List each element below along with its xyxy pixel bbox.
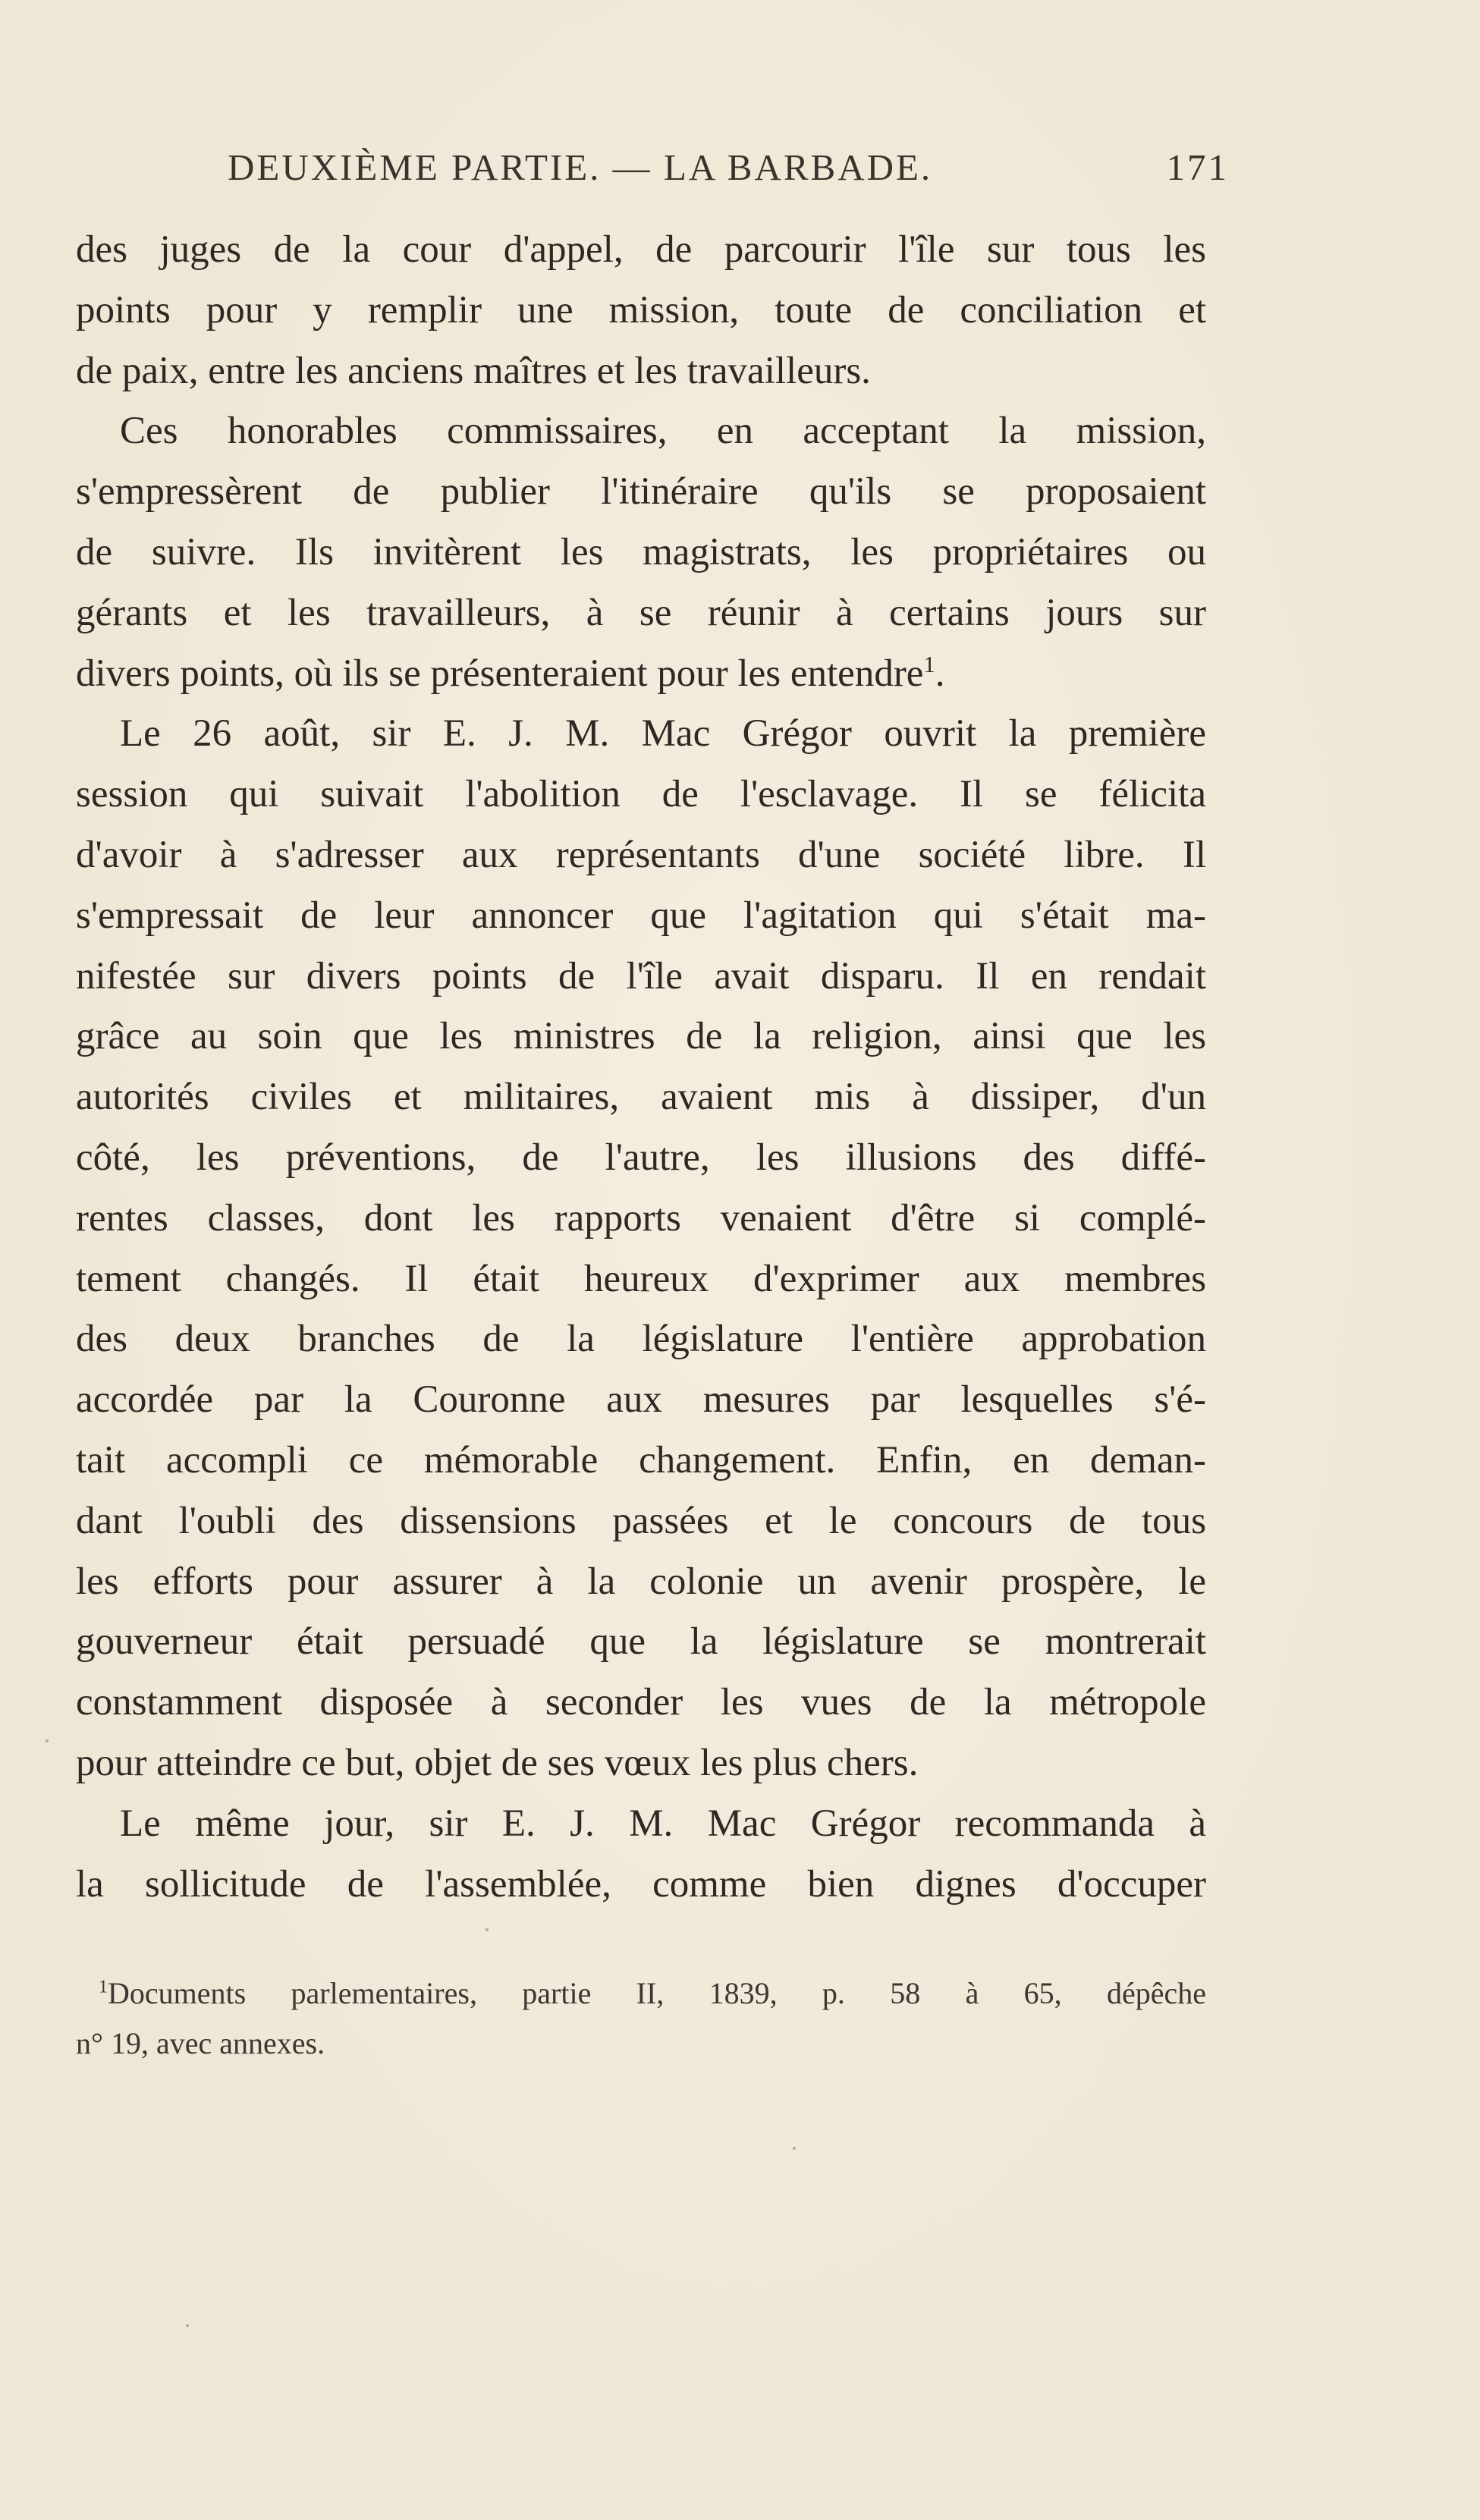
text-line: session qui suivait l'abolition de l'esclavage. Il se félicita — [76, 773, 1206, 816]
footnote-line — [76, 1969, 1206, 2019]
paper-speck — [186, 2324, 189, 2327]
footnote-marker: 1 — [99, 1977, 108, 1997]
text-line: Ces honorables commissaires, en acceptant la mission, — [120, 410, 1206, 453]
text-line: de paix, entre les anciens maîtres et les travailleurs. — [76, 349, 871, 392]
text-line: constamment disposée à seconder les vues de la métropole — [76, 1681, 1206, 1724]
text-line: points pour y remplir une mission, toute de conciliation et — [76, 288, 1206, 331]
page-header — [228, 146, 1229, 199]
text-line: les efforts pour assurer à la colonie un avenir prospère, le — [76, 1560, 1206, 1603]
text-line: de suivre. Ils invitèrent les magistrats, les propriétaires ou — [76, 530, 1206, 573]
text-line: gérants et les travailleurs, à se réunir à certains jours sur — [76, 591, 1206, 634]
text-line: des juges de la cour d'appel, de parcourir l'île sur tous les — [76, 228, 1206, 271]
text-line: côté, les préventions, de l'autre, les illusions des diffé- — [76, 1136, 1206, 1179]
footnote-reference: 1 — [923, 651, 935, 677]
running-title: DEUXIÈME PARTIE. — LA BARBADE. — [228, 146, 933, 188]
text-line: grâce au soin que les ministres de la religion, ainsi que les — [76, 1015, 1206, 1058]
footnote-text: Documents parlementaires, partie II, 1839, p. 58 à 65, dépêche — [108, 1976, 1206, 2010]
text-line: pour atteindre ce but, objet de ses vœux les plus chers. — [76, 1741, 919, 1784]
footnote — [76, 1969, 1206, 2069]
page-number: 171 — [1166, 146, 1229, 188]
text-line-content: divers points, où ils se présenteraient pour les entendre — [76, 652, 924, 695]
text-line: d'avoir à s'adresser aux représentants d'une société libre. Il — [76, 833, 1206, 876]
text-line: Le 26 août, sir E. J. M. Mac Grégor ouvrit la première — [120, 712, 1206, 756]
text-line: tait accompli ce mémorable changement. Enfin, en deman- — [76, 1438, 1206, 1482]
text-line: des deux branches de la législature l'entière approbation — [76, 1318, 1206, 1361]
footnote-line: n° 19, avec annexes. — [76, 2026, 325, 2060]
paper-speck — [46, 1739, 49, 1742]
text-line: s'empressèrent de publier l'itinéraire qu'ils se proposaient — [76, 470, 1206, 514]
paper-speck — [793, 2147, 796, 2150]
text-line: gouverneur était persuadé que la législature se montrerait — [76, 1620, 1206, 1664]
text-line: tement changés. Il était heureux d'exprimer aux membres — [76, 1257, 1206, 1300]
text-line: Le même jour, sir E. J. M. Mac Grégor recommanda à — [120, 1802, 1206, 1845]
text-line: nifestée sur divers points de l'île avait disparu. Il en rendait — [76, 954, 1206, 998]
text-line: dant l'oubli des dissensions passées et le concours de tous — [76, 1499, 1206, 1542]
body-text — [76, 220, 1206, 1915]
paper-speck — [485, 1928, 489, 1931]
text-line: rentes classes, dont les rapports venaient d'être si complé- — [76, 1196, 1206, 1240]
text-line-with-footnote: divers points, où ils se présenteraient pour les entendre$^1$. — [76, 651, 945, 695]
text-line: accordée par la Couronne aux mesures par lesquelles s'é- — [76, 1378, 1206, 1422]
text-line: s'empressait de leur annoncer que l'agitation qui s'était ma- — [76, 894, 1206, 937]
text-line: autorités civiles et militaires, avaient mis à dissiper, d'un — [76, 1076, 1206, 1119]
text-line: la sollicitude de l'assemblée, comme bien dignes d'occuper — [76, 1862, 1206, 1906]
